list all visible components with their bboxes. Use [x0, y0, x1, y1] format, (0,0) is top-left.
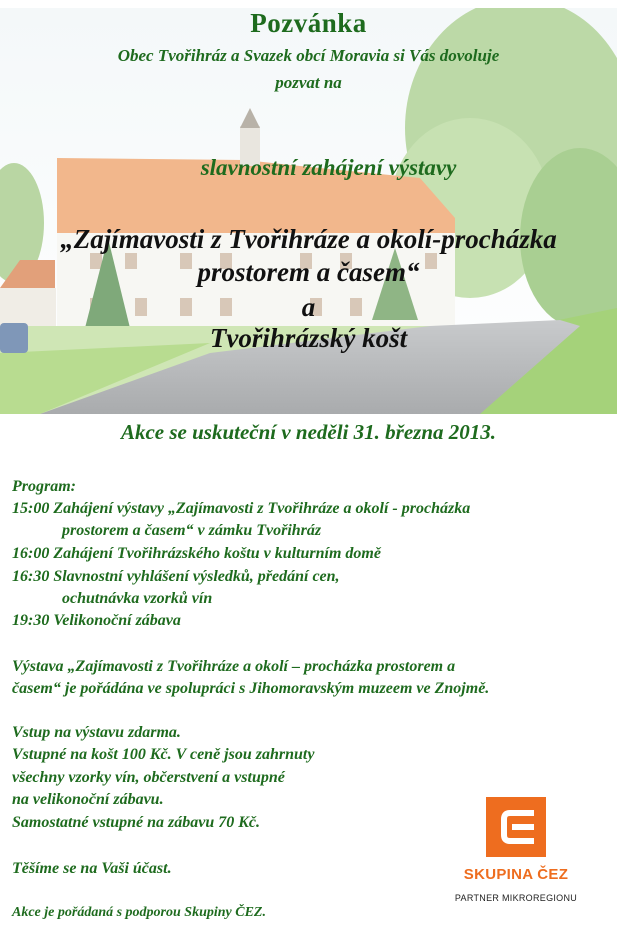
sponsor-note: Akce je pořádaná s podporou Skupiny ČEZ.: [12, 905, 266, 920]
logo-brand-name: SKUPINA ČEZ: [463, 866, 569, 883]
closing-line: Těšíme se na Vaši účast.: [12, 860, 172, 877]
logo-tagline: PARTNER MIKROREGIONU: [454, 893, 578, 903]
exhibition-note-line2: časem“ je pořádána ve spolupráci s Jihomoravským muzeem ve Znojmě.: [12, 680, 490, 697]
admission-line: všechny vzorky vín, občerstvení a vstupné: [12, 769, 285, 786]
admission-line: Samostatné vstupné na zábavu 70 Kč.: [12, 814, 261, 831]
exhibition-opening-heading: slavnostní zahájení výstavy: [200, 155, 457, 180]
exhibition-note-line1: Výstava „Zajímavosti z Tvořihráze a okolí – procházka prostorem a: [12, 658, 456, 675]
event-date: Akce se uskuteční v neděli 31. března 2013.: [120, 420, 497, 444]
invitation-host-line: Obec Tvořihráz a Svazek obcí Moravia si Vás dovoluje: [117, 46, 500, 65]
program-item: 16:00 Zahájení Tvořihrázského koštu v kulturním domě: [12, 545, 381, 562]
program-item: 19:30 Velikonoční zábava: [12, 612, 181, 629]
program-item: 16:30 Slavnostní vyhlášení výsledků, předání cen,: [12, 568, 340, 585]
event-conjunction: a: [301, 292, 316, 322]
admission-line: Vstupné na košt 100 Kč. V ceně jsou zahrnuty: [12, 746, 315, 763]
invitation-title: Pozvánka: [250, 8, 367, 38]
admission-line: na velikonoční zábavu.: [12, 791, 164, 808]
cez-logo-icon: [486, 797, 546, 857]
admission-line: Vstup na výstavu zdarma.: [12, 724, 181, 741]
program-item: prostorem a časem“ v zámku Tvořihráz: [62, 522, 322, 539]
event-name-line1: „Zajímavosti z Tvořihráze a okolí-procházka: [60, 224, 557, 254]
invitation-invite-line: pozvat na: [275, 73, 342, 92]
program-item: ochutnávka vzorků vín: [62, 590, 213, 607]
program-heading: Program:: [12, 478, 76, 495]
event-name-line3: Tvořihrázský košt: [209, 323, 408, 353]
event-name-line2: prostorem a časem“: [197, 257, 420, 287]
program-item: 15:00 Zahájení výstavy „Zajímavosti z Tvořihráze a okolí - procházka: [12, 500, 471, 517]
